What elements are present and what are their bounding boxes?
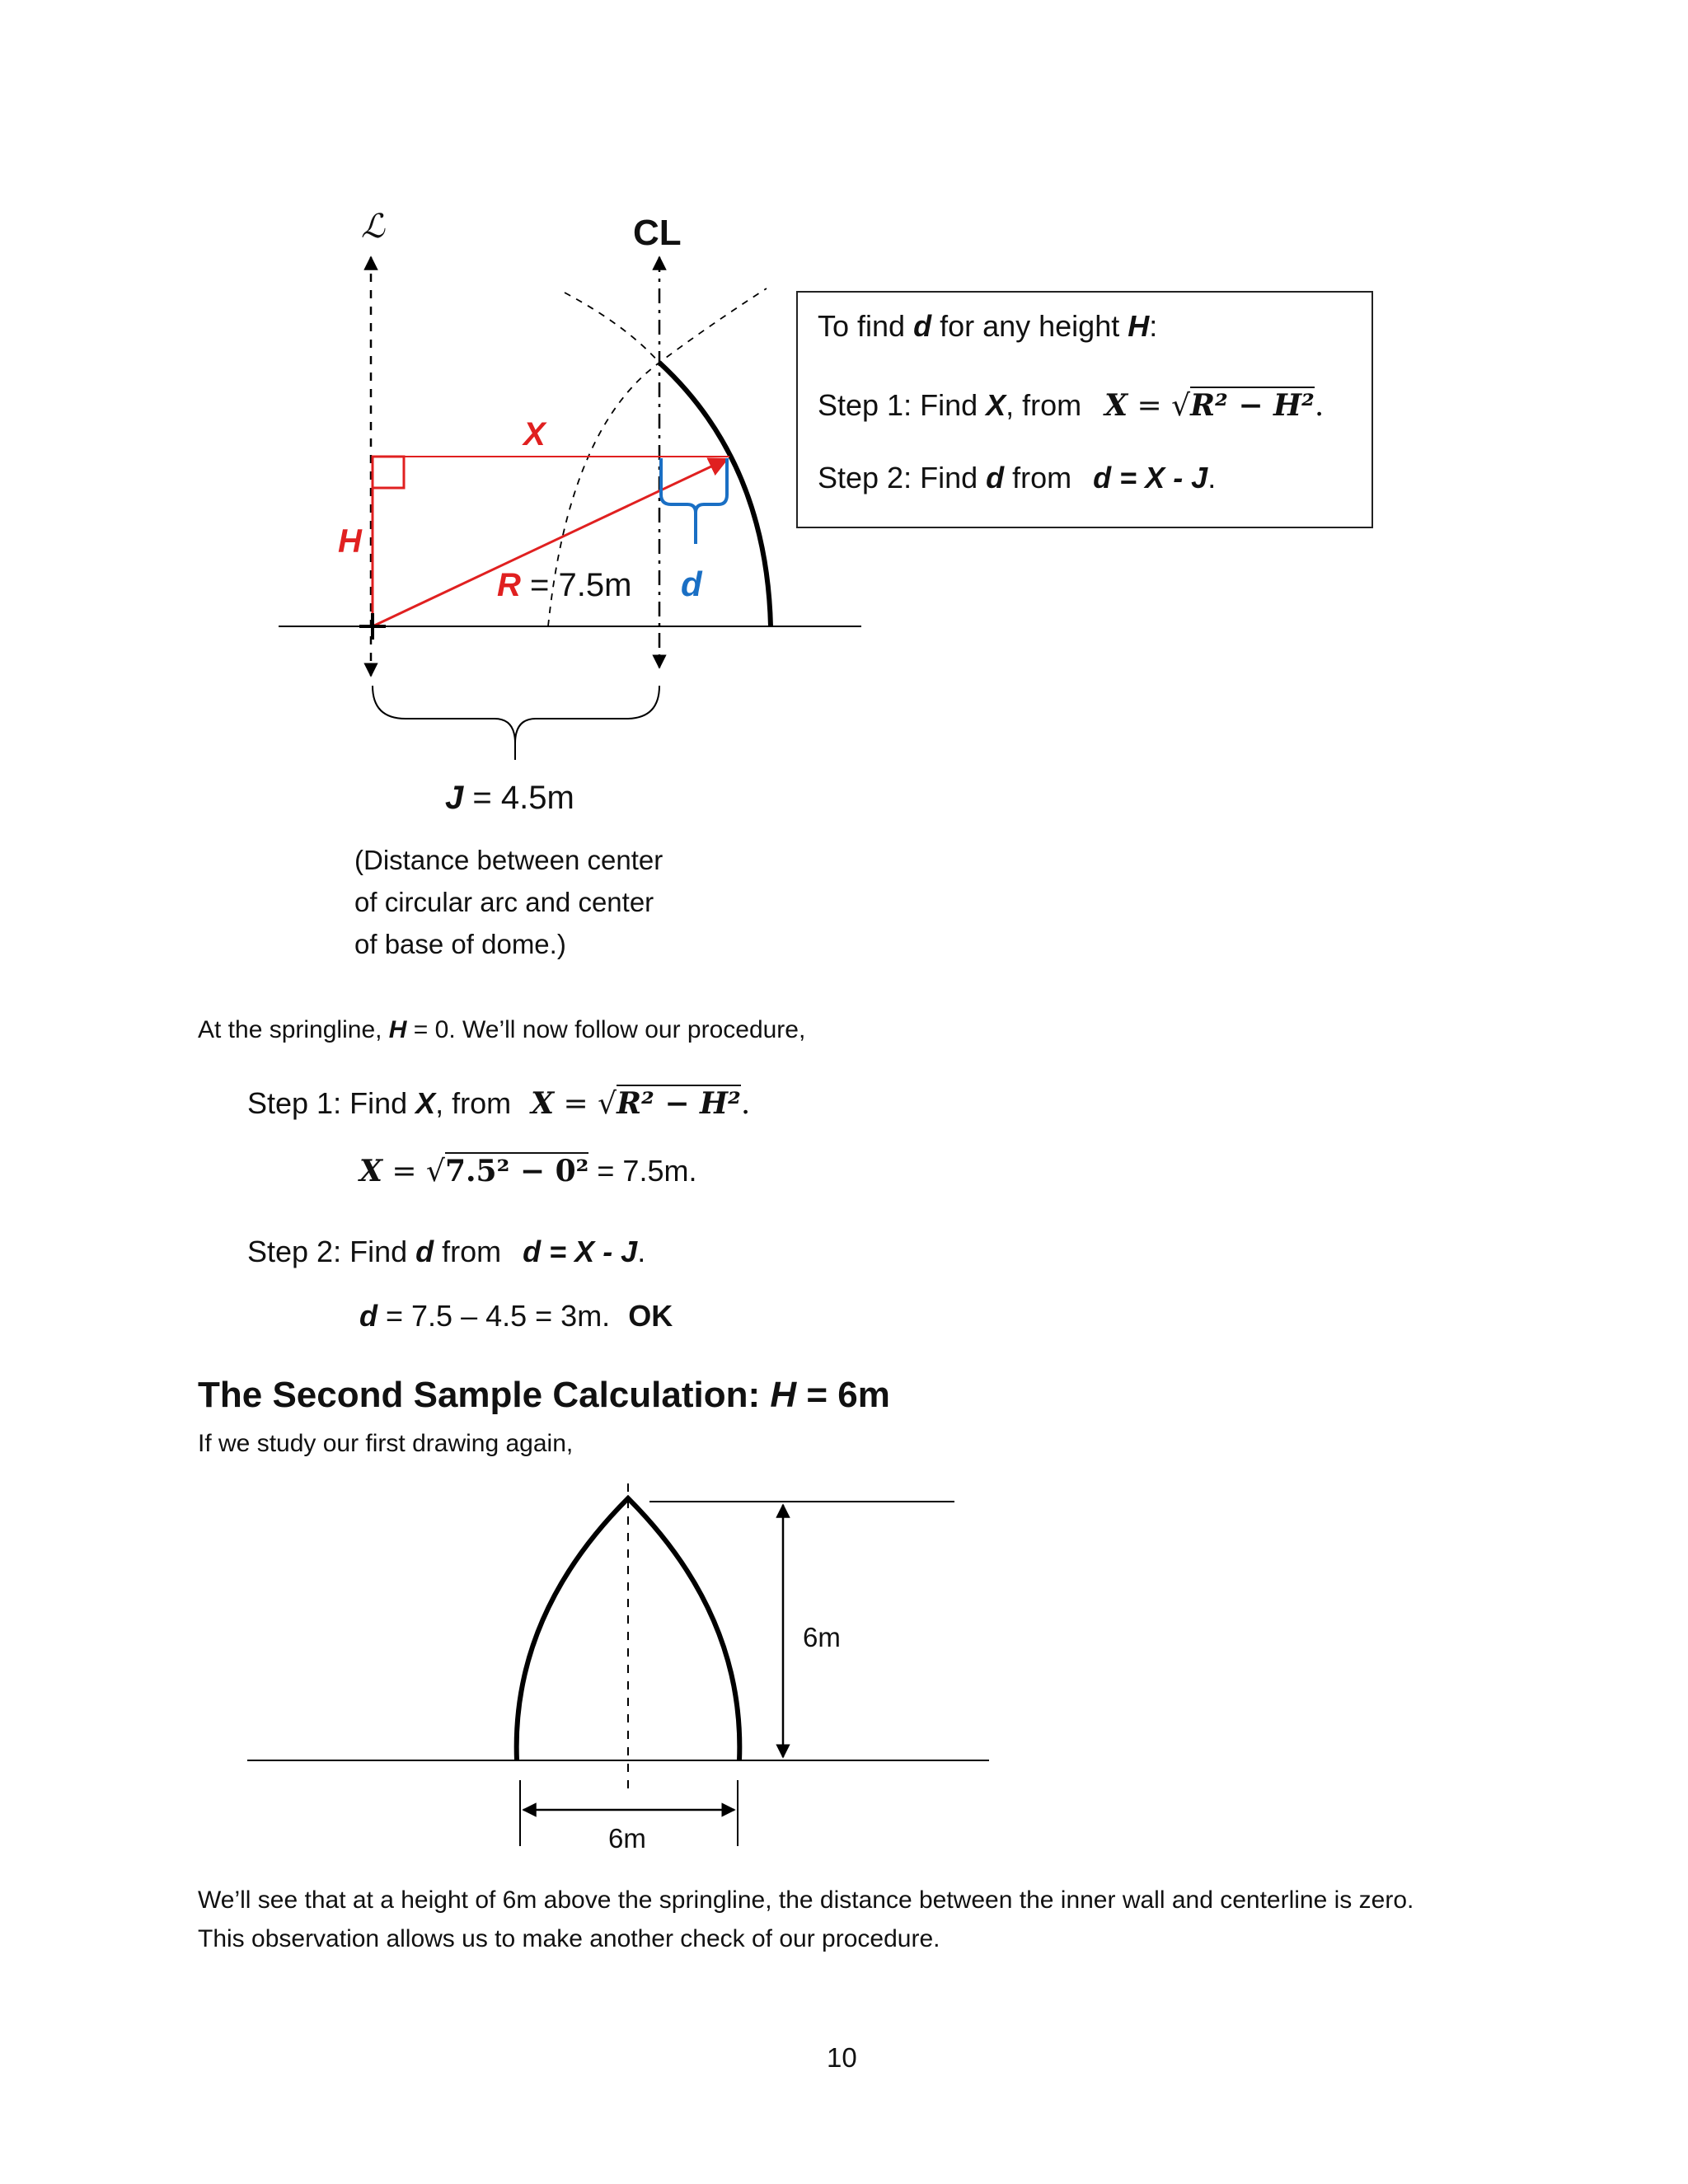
box-title-post: : [1149, 309, 1158, 343]
step1-formula-eq: = √ [554, 1087, 617, 1121]
r-label [497, 567, 631, 604]
step1-formula [531, 1087, 750, 1121]
calc-x-eq: = √ [382, 1155, 445, 1188]
j-label-value: = 4.5m [463, 780, 574, 816]
j-caption-line1: (Distance between center [354, 845, 663, 875]
springline-paragraph [198, 1010, 805, 1049]
calc-x-line [359, 1154, 696, 1188]
box-step2-formula: d = X - J [1093, 461, 1208, 494]
box-formula-end: . [1314, 389, 1325, 423]
h-label: H [338, 523, 362, 560]
box-title-pre: To find [818, 309, 914, 343]
calc-x-result: = 7.5m. [588, 1154, 697, 1188]
r-label-value: = 7.5m [520, 567, 632, 603]
step2-line [247, 1235, 645, 1269]
box-step1-formula [1104, 389, 1324, 423]
step1-x: X [415, 1086, 436, 1120]
procedure-box-step1 [818, 388, 1324, 423]
step2-d: d [415, 1235, 434, 1268]
pointed-arch-wall [517, 1498, 740, 1760]
j-caption-line2: of circular arc and center [354, 887, 654, 917]
section-heading [198, 1375, 890, 1416]
calc-d-rest: = 7.5 – 4.5 = 3m. [377, 1299, 611, 1333]
j-caption [354, 839, 663, 965]
j-label [445, 780, 574, 817]
box-step2-end: . [1207, 461, 1217, 494]
d-brace [661, 458, 727, 544]
construction-arc-top [565, 293, 659, 363]
box-step1-pre: Step 1: Find [818, 388, 987, 422]
step1-from: , from [435, 1086, 512, 1120]
x-label: X [523, 416, 546, 452]
box-title-h: H [1128, 309, 1150, 343]
calc-ok: OK [628, 1299, 673, 1333]
box-formula-eq: = √ [1128, 389, 1191, 423]
step1-label: Step 1: Find [247, 1086, 416, 1120]
step2-label: Step 2: Find [247, 1235, 416, 1268]
springline-h: H [388, 1016, 407, 1043]
page-number: 10 [827, 2042, 857, 2073]
springline-pre: At the springline, [198, 1016, 389, 1043]
calc-d-letter: d [359, 1299, 377, 1333]
box-step2-mid: from [1004, 461, 1072, 494]
box-title-d: d [913, 309, 932, 343]
calc-x-letter: X [359, 1154, 382, 1188]
box-formula-rad: R² − H² [1190, 388, 1315, 423]
box-title-mid: for any height [931, 309, 1128, 343]
right-angle-marker [373, 457, 404, 488]
step2-formula: d = X - J [523, 1235, 638, 1268]
height-label: 6m [803, 1622, 841, 1652]
procedure-box-step2 [818, 461, 1216, 495]
box-step2-d: d [986, 461, 1005, 494]
l-axis-label: ℒ [361, 208, 385, 246]
conclusion-line2: This observation allows us to make another check of our procedure. [198, 1925, 940, 1952]
j-caption-line3: of base of dome.) [354, 929, 566, 959]
box-step1-post: , from [1006, 388, 1082, 422]
step1-formula-end: . [740, 1087, 751, 1121]
j-brace [373, 686, 659, 760]
study-paragraph: If we study our first drawing again, [198, 1430, 574, 1457]
d-label: d [681, 565, 702, 603]
procedure-box-title [818, 309, 1157, 344]
conclusion-paragraph [198, 1881, 1414, 1958]
step2-from: from [434, 1235, 502, 1268]
r-label-letter: R [497, 567, 521, 603]
conclusion-line1: We’ll see that at a height of 6m above the springline, the distance between the inner wall and centerline is zero. [198, 1886, 1414, 1914]
calc-d-line [359, 1299, 673, 1333]
box-formula-x: X [1104, 388, 1128, 423]
cl-label: CL [633, 213, 682, 253]
dome-wall-arc [659, 363, 771, 626]
step1-formula-x: X [531, 1086, 555, 1121]
heading-text: The Second Sample Calculation: [198, 1375, 771, 1415]
procedure-box [796, 291, 1373, 528]
step1-line [247, 1086, 750, 1121]
springline-post: = 0. We’ll now follow our procedure, [406, 1016, 806, 1043]
width-label: 6m [608, 1823, 646, 1854]
step1-formula-rad: R² − H² [617, 1086, 741, 1121]
j-label-letter: J [445, 780, 464, 816]
step2-end: . [637, 1235, 646, 1268]
calc-x-rad: 7.5² − 0² [444, 1154, 589, 1188]
calc-x-formula [359, 1155, 588, 1188]
box-step1-x: X [986, 388, 1006, 422]
heading-h: H [770, 1375, 797, 1415]
box-step2-pre: Step 2: Find [818, 461, 987, 494]
heading-val: = 6m [796, 1375, 890, 1415]
